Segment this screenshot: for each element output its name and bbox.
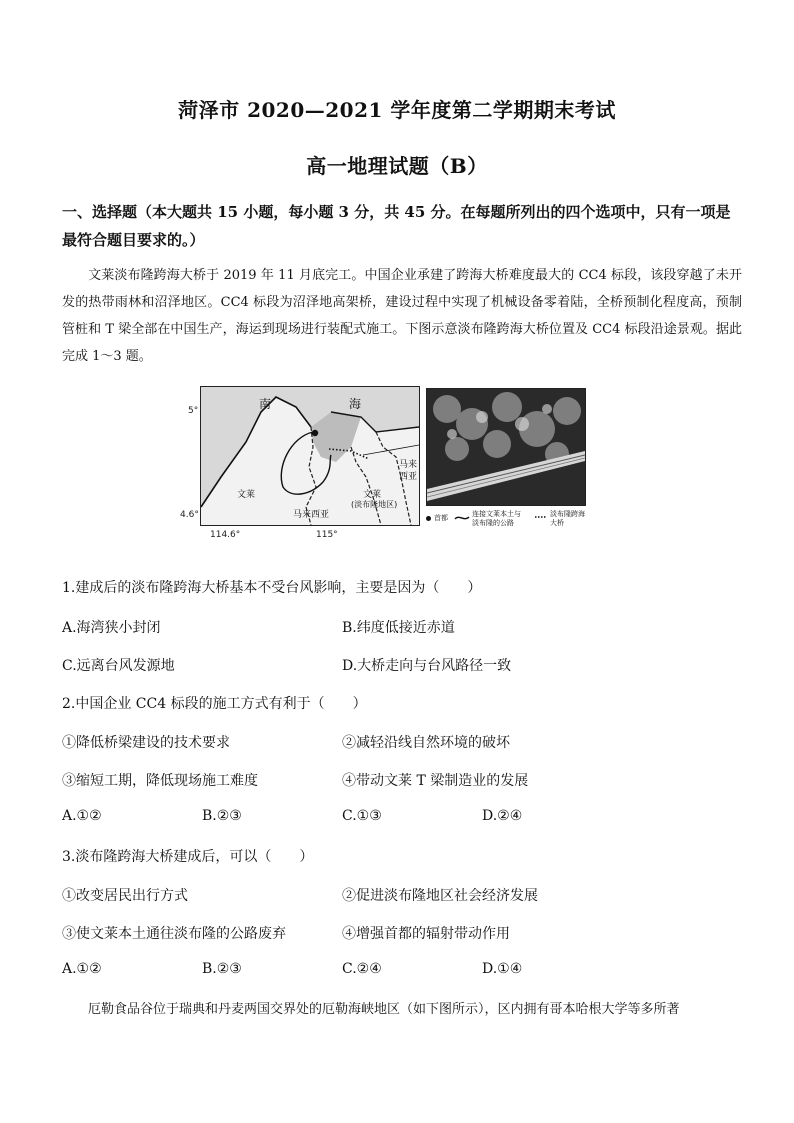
section-heading: 一、选择题（本大题共 15 小题，每小题 3 分，共 45 分。在每题所列出的四个选项中，只有一项是最符合题目要求的。）	[62, 203, 731, 249]
q3-statement-1: ①改变居民出行方式	[62, 888, 188, 904]
exam-title: 菏泽市 2020—2021 学年度第二学期期末考试	[178, 98, 616, 122]
lon-tick-right: 115°	[316, 530, 338, 540]
sea-area	[201, 387, 419, 507]
legend-road-2: 淡布隆的公路	[472, 519, 514, 527]
legend-bridge-1: 淡布隆跨海	[550, 510, 585, 518]
q3-statement-4: ④增强首都的辐射带动作用	[342, 926, 510, 942]
q3-stem: 3.淡布隆跨海大桥建成后，可以（ ）	[62, 849, 314, 865]
passage-1	[62, 262, 742, 370]
q1-option-b: B.纬度低接近赤道	[342, 620, 455, 636]
q3-statement-3: ③使文莱本土通往淡布隆的公路废弃	[62, 926, 286, 942]
q2-option-a: A.①②	[62, 808, 102, 824]
capital-legend-icon	[426, 516, 431, 521]
q1-option-a: A.海湾狭小封闭	[62, 620, 161, 636]
q2-option-d: D.②④	[482, 808, 523, 824]
label-malaysia-bottom: 马来西亚	[293, 510, 330, 520]
location-map	[200, 386, 420, 526]
legend-capital: 首都	[434, 514, 448, 522]
label-brunei: 文莱	[237, 490, 256, 500]
q3-statement-2: ②促进淡布隆地区社会经济发展	[342, 888, 538, 904]
passage-1-text: 文莱淡布隆跨海大桥于 2019 年 11 月底完工。中国企业承建了跨海大桥难度最大的 CC4 标段，该段穿越了未开发的热带雨林和沼泽地区。CC4 标段为沼泽地高架桥，建设过程中实现了机械设备零着陆，全桥预制化程度高，预制管桩和 T 梁全部在中国生产，海运到现场进行装配式施工。下图示意淡布隆跨海大桥位置及 CC4 标段沿途景观。据此完成 1～3 题。	[62, 268, 742, 364]
q1-option-d: D.大桥走向与台风路径一致	[342, 658, 512, 674]
q3-option-a: A.①②	[62, 961, 102, 977]
legend-bridge-2: 大桥	[550, 519, 564, 527]
q2-option-b: B.②③	[202, 808, 242, 824]
road-legend-icon	[454, 514, 470, 522]
q3-option-b: B.②③	[202, 961, 242, 977]
lat-tick-bottom: 4.6°	[180, 510, 199, 520]
bridge-photo	[426, 388, 586, 506]
lat-tick-top: 5°	[188, 406, 199, 416]
passage-2	[62, 996, 742, 1024]
q2-statement-3: ③缩短工期，降低现场施工难度	[62, 773, 258, 789]
label-malaysia-right-2: 西亚	[399, 472, 418, 482]
sea-label-1: 南	[259, 397, 272, 411]
q2-stem: 2.中国企业 CC4 标段的施工方式有利于（ ）	[62, 696, 367, 712]
q2-statement-1: ①降低桥梁建设的技术要求	[62, 735, 230, 751]
label-temburong-1: 文莱	[363, 490, 382, 500]
q1-option-c: C.远离台风发源地	[62, 658, 175, 674]
exam-subtitle: 高一地理试题（B）	[306, 154, 488, 178]
photo-drawing	[427, 389, 585, 505]
label-malaysia-right-1: 马来	[399, 460, 418, 470]
sea-label-2: 海	[349, 397, 362, 411]
q2-statement-4: ④带动文莱 T 梁制造业的发展	[342, 773, 529, 789]
q1-stem: 1.建成后的淡布隆跨海大桥基本不受台风影响，主要是因为（ ）	[62, 580, 482, 596]
capital-marker	[312, 430, 318, 436]
bridge-legend-icon	[534, 514, 548, 520]
legend-road-1: 连接文莱本土与	[472, 510, 521, 518]
passage-2-text: 厄勒食品谷位于瑞典和丹麦两国交界处的厄勒海峡地区（如下图所示），区内拥有哥本哈根大学等多所著	[88, 1002, 680, 1017]
q3-option-d: D.①④	[482, 961, 523, 977]
q2-option-c: C.①③	[342, 808, 382, 824]
q2-statement-2: ②减轻沿线自然环境的破坏	[342, 735, 510, 751]
label-temburong-2: (淡布隆地区)	[351, 500, 398, 509]
legend	[426, 510, 590, 540]
border-temburong-west	[351, 447, 381, 525]
q3-option-c: C.②④	[342, 961, 382, 977]
lon-tick-left: 114.6°	[210, 530, 241, 540]
figure	[180, 386, 590, 544]
